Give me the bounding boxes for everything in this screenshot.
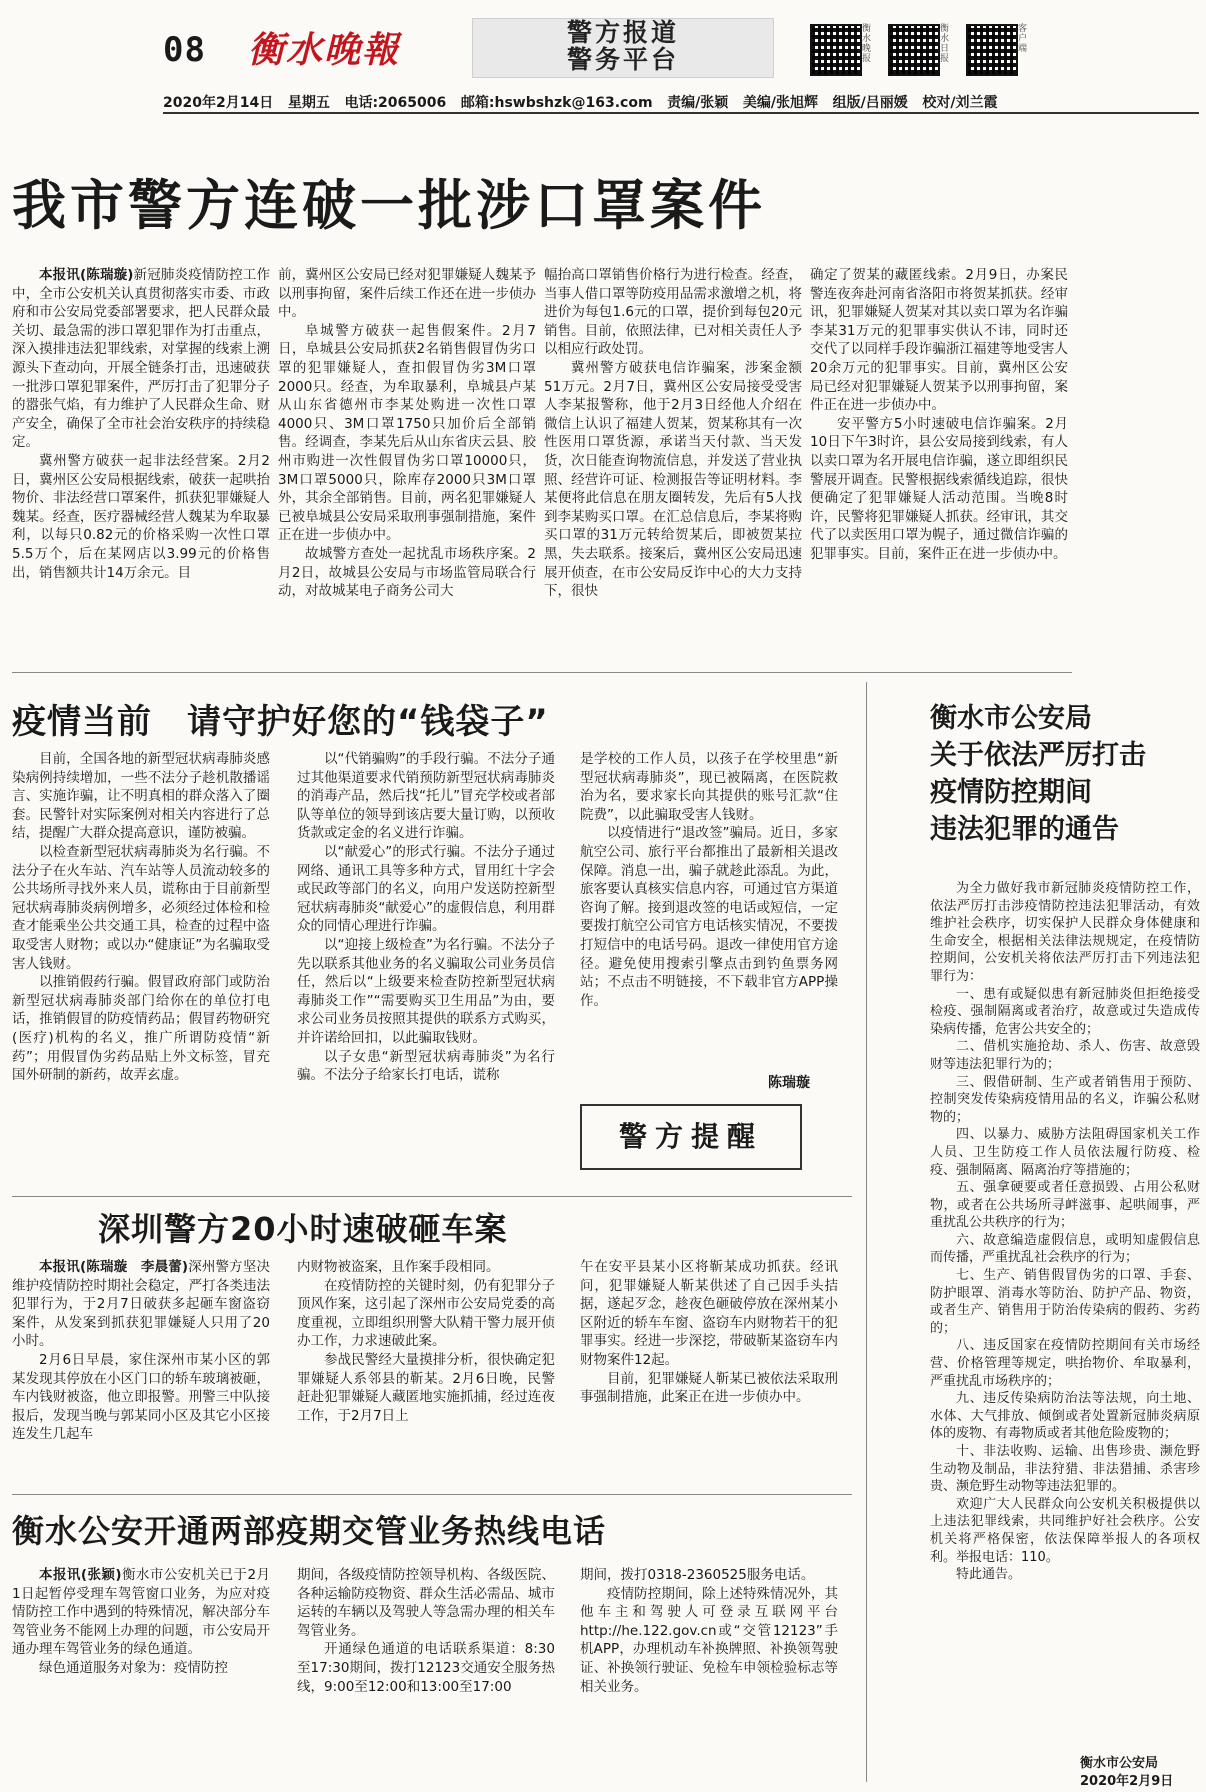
- phone: 电话:2065006: [344, 95, 447, 111]
- notice-paragraph: 十、非法收购、运输、出售珍贵、濒危野生动物及制品，非法狩猎、非法猎捕、杀害珍贵、濒危野生动物等违法犯罪的。: [930, 1444, 1200, 1495]
- notice-paragraph: 五、强拿硬要或者任意损毁、占用公私财物，或者在公共场所寻衅滋事、起哄闹事，严重扰乱公共秩序的行为；: [930, 1180, 1200, 1231]
- column-divider: [866, 682, 867, 1782]
- article1-col3: [544, 266, 802, 601]
- paragraph: 内财物被盗案，且作案手段相同。: [297, 1259, 500, 1275]
- paragraph: 安平警方5小时速破电信诈骗案。2月10日下午3时许，县公安局接到线索，有人以卖口罩为名开展电信诈骗，遂立即组织民警展开调查。民警根据线索循线追踪，很快便确定了犯罪嫌疑人活动范围。当晚8时许，民警将犯罪嫌疑人抓获。经审讯，其交代了以卖医用口罩为幌子，通过微信诈骗的犯罪事实。目前，案件正在进一步侦办中。: [810, 415, 1068, 562]
- notice-paragraph: 为全力做好我市新冠肺炎疫情防控工作，依法严厉打击涉疫情防控违法犯罪活动，有效维护社会秩序，切实保护人民群众身体健康和生命安全，根据相关法律法规规定，在疫情防控期间，公安机关将依法严厉打击下列违法犯罪行为：: [930, 881, 1200, 984]
- paragraph: 目前，全国各地的新型冠状病毒肺炎感染病例持续增加，一些不法分子趁机散播谣言、实施诈骗，让不明真相的群众落入了圈套。民警针对实际案例对相关内容进行了总结，提醒广大群众提高意识，谨防被骗。: [12, 751, 270, 842]
- paragraph: 以检查新型冠状病毒肺炎为名行骗。不法分子在火车站、汽车站等人员流动较多的公共场所寻找外来人员，谎称由于目前新型冠状病毒肺炎病例增多，必须经过体检和检查才能乘坐公共交通工具，检查的过程中盗取受害人财物；或以办“健康证”为名骗取受害人钱财。: [12, 843, 270, 972]
- notice-body: [930, 880, 1200, 1584]
- notice-title: [930, 700, 1146, 848]
- page-number: 08: [163, 30, 206, 70]
- article1-col2: [278, 266, 536, 601]
- article2-col2: [297, 750, 555, 1085]
- notice-paragraph: 一、患有或疑似患有新冠肺炎但拒绝接受检疫、强制隔离或者治疗，故意或过失造成传染病传播，危害公共安全的；: [930, 986, 1200, 1037]
- notice-paragraph: 特此通告。: [956, 1567, 1022, 1583]
- section-divider: [12, 1494, 852, 1495]
- headline-mask-cases: 我市警方连破一批涉口罩案件: [12, 174, 766, 237]
- paragraph: 以“代销骗购”的手段行骗。不法分子通过其他渠道要求代销预防新型冠状病毒肺炎的消毒产品，然后找“托儿”冒充学校或者部队等单位的领导到该店要大量订购，以预收货款或定金的名义进行诈骗。: [297, 751, 555, 842]
- paragraph: 幅抬高口罩销售价格行为进行检查。经查，当事人借口罩等防疫用品需求激增之机，将进价为每包1.6元的口罩，提价到每包20元销售。目前，依照法律，已对相关责任人予以相应行政处罚。: [544, 267, 802, 358]
- article4-col3: [580, 1566, 838, 1696]
- paragraph: 阜城警方破获一起售假案件。2月7日，阜城县公安局抓获2名销售假冒伪劣口罩的犯罪嫌疑人，查扣假冒伪劣3M口罩2000只。经查，为牟取暴利，阜城县卢某从山东省德州市李某处购进一次性口罩4000只、3M口罩1750只加价后全部销售。经调查，李某先后从山东省庆云县、胶州市购进一次性假冒伪劣口罩10000只，3M口罩5000只，除库存2000只3M口罩外，其余全部销售。目前，两名犯罪嫌疑人已被阜城县公安局采取刑事强制措施，案件正在进一步侦办中。: [278, 322, 536, 544]
- section-divider: [12, 1196, 852, 1197]
- notice-title-line: 违法犯罪的通告: [930, 814, 1119, 845]
- paragraph: 以子女患“新型冠状病毒肺炎”为名行骗。不法分子给家长打电话，谎称: [297, 1048, 555, 1084]
- issue-date: 2020年2月14日: [163, 95, 274, 111]
- paragraph: 确定了贺某的藏匿线索。2月9日，办案民警连夜奔赴河南省洛阳市将贺某抓获。经审讯，犯罪嫌疑人贺某对其以卖口罩为名诈骗李某31万元的犯罪事实供认不讳，同时还交代了以同样手段诈骗浙江福建等地受害人20余万元的犯罪事实。目前，冀州区公安局已经对犯罪嫌疑人贺某予以刑事拘留，案件正在进一步侦办中。: [810, 267, 1068, 414]
- paragraph: 故城警方查处一起扰乱市场秩序案。2月2日，故城县公安局与市场监管局联合行动，对故城某电子商务公司大: [278, 545, 536, 600]
- notice-paragraph: 欢迎广大人民群众向公安机关积极提供以上违法犯罪线索，共同维护好社会秩序。公安机关将严格保密，依法保障举报人的各项权利。举报电话：110。: [930, 1496, 1200, 1565]
- article1-col4: [810, 266, 1068, 564]
- qr-label: 衡水晚报: [862, 24, 872, 64]
- notice-paragraph: 八、违反国家在疫情防控期间有关市场经营、价格管理等规定，哄抬物价、牟取暴利，严重扰乱市场秩序的；: [930, 1338, 1200, 1389]
- headline-hotline: 衡水公安开通两部疫期交管业务热线电话: [12, 1512, 607, 1550]
- header-rule: [163, 112, 1199, 114]
- article3-col1: [12, 1258, 270, 1444]
- newspaper-logo: 衡水晚報: [248, 29, 401, 71]
- paragraph: 期间，各级疫情防控领导机构、各级医院、各种运输防疫物资、群众生活必需品、城市运转的车辆以及驾驶人等急需办理的相关车驾管业务。: [297, 1567, 555, 1639]
- paragraph: 绿色通道服务对象为：疫情防控: [39, 1659, 228, 1676]
- paragraph: 前，冀州区公安局已经对犯罪嫌疑人魏某予以刑事拘留，案件后续工作还在进一步侦办中。: [278, 267, 536, 321]
- layout-editor: 组版/吕丽媛: [832, 95, 908, 111]
- weekday: 星期五: [287, 95, 330, 111]
- paragraph: 午在安平县某小区将靳某成功抓获。经讯问，犯罪嫌疑人靳某供述了自己因手头拮据，遂起歹念，趁夜色砸破停放在深州某小区附近的轿车车窗、盗窃车内财物若干的犯罪事实。经进一步深挖，带破靳某盗窃车内财物案件12起。: [580, 1259, 838, 1368]
- paragraph: 冀州警方破获一起非法经营案。2月2日，冀州区公安局根据线索，破获一起哄抬物价、非法经营口罩案件，抓获犯罪嫌疑人魏某。经查，医疗器械经营人魏某为牟取暴利，以每只0.82元的价格采购一次性口罩5.5万个，后在某网店以3.99元的价格售出，销售额共计14万余元。目: [12, 452, 270, 581]
- art-editor: 美编/张旭辉: [742, 95, 819, 111]
- qr-code-icon[interactable]: [888, 24, 940, 76]
- paragraph: 以疫情进行“退改签”骗局。近日，多家航空公司、旅行平台都推出了最新相关退改保障。消息一出，骗子就趁此添乱。为此，旅客要认真核实信息内容，可通过官方渠道咨询了解。接到退改签的电话或短信，一定要拨打航空公司官方电话核实情况，不要拨打短信中的电话号码。退改一律使用官方途径。避免使用搜索引擎点击到钓鱼票务网站；不点击不明链接，不下载非官方APP操作。: [580, 825, 838, 1009]
- police-reminder-box: 警方提醒: [580, 1104, 802, 1170]
- paragraph: 目前，犯罪嫌疑人靳某已被依法采取刑事强制措施，此案正在进一步侦办中。: [580, 1370, 838, 1406]
- paragraph: 开通绿色通道的电话联系渠道：8:30至17:30期间，拨打12123交通安全服务热线，9:00至12:00和13:00至17:00: [297, 1641, 555, 1695]
- notice-paragraph: 四、以暴力、威胁方法阻碍国家机关工作人员、卫生防疫工作人员依法履行防疫、检疫、强制隔离、隔离治疗等措施的；: [930, 1127, 1200, 1178]
- paragraph: 本报讯(陈瑞璇)新冠肺炎疫情防控工作中，全市公安机关认真贯彻落实市委、市政府和市公安局党委部署要求，把人民群众最关切、最急需的涉口罩犯罪作为打击重点，深入摸排违法犯罪线索，对掌握的线索上溯源头下查动向，开展全链条打击，迅速破获一批涉口罩犯罪案件，严厉打击了犯罪分子的嚣张气焰，有力维护了人民群众生命、财产安全，确保了全市社会治安秩序的持续稳定。: [12, 267, 270, 451]
- qr-label: 衡水日报: [940, 24, 950, 64]
- article2-col3: [580, 750, 838, 1010]
- banner-line-1: 警方报道: [566, 18, 679, 47]
- paragraph: 以“献爱心”的形式行骗。不法分子通过网络、通讯工具等多种方式，冒用红十字会或民政等部门的名义，向用户发送防控新型冠状病毒肺炎“献爱心”的虚假信息，利用群众的同情心理进行诈骗。: [297, 843, 555, 935]
- notice-paragraph: 二、借机实施抢劫、杀人、伤害、故意毁财等违法犯罪行为的；: [930, 1039, 1200, 1072]
- byline: 陈瑞璇: [768, 1075, 810, 1091]
- article4-col2: [297, 1566, 555, 1696]
- paragraph: 以推销假药行骗。假冒政府部门或防治新型冠状病毒肺炎部门给你在的单位打电话，推销假冒的防疫情药品；假冒药物研究(医疗)机构的名义，推广所谓防疫情“新药”；用假冒伪劣药品贴上外文标签，冒充国外研制的新药，故弄玄虚。: [12, 974, 270, 1084]
- paragraph: 疫情防控期间，除上述特殊情况外，其他车主和驾驶人可登录互联网平台http://he.122.gov.cn或“交管12123”手机APP，办理机动车补换牌照、补换领驾驶证、补换领行驶证、免检车申领检验标志等相关业务。: [580, 1585, 838, 1695]
- email[interactable]: 邮箱:hswbshzk@163.com: [460, 95, 653, 111]
- notice-title-line: 疫情防控期间: [930, 777, 1092, 808]
- paragraph: 期间，拨打0318-2360525服务电话。: [580, 1567, 815, 1583]
- notice-signature: 衡水市公安局: [1080, 1756, 1159, 1771]
- notice-title-line: 关于依法严厉打击: [930, 740, 1146, 771]
- proofreader: 校对/刘兰霞: [922, 95, 998, 111]
- paragraph: 本报讯(陈瑞璇 李晨蕾)深州警方坚决维护疫情防控时期社会稳定，严打各类违法犯罪行为，于2月7日破获多起砸车窗盗窃案件，从发案到抓获犯罪嫌疑人只用了20小时。: [12, 1259, 270, 1350]
- notice-date: 2020年2月9日: [1080, 1774, 1174, 1789]
- article2-col1: [12, 750, 270, 1085]
- article4-col1: [12, 1566, 270, 1678]
- paragraph: 2月6日早晨，家住深州市某小区的郭某发现其停放在小区门口的轿车玻璃被砸，车内钱财被盗，他立即报警。刑警三中队接报后，发现当晚与郭某同小区及其它小区接连发生几起车: [12, 1351, 270, 1443]
- paragraph: 是学校的工作人员，以孩子在学校里患“新型冠状病毒肺炎”，现已被隔离，在医院救治为名，要求家长向其提供的账号汇款“住院费”，以此骗取受害人钱财。: [580, 751, 838, 823]
- paragraph: 以“迎接上级检查”为名行骗。不法分子先以联系其他业务的名义骗取公司业务员信任，然后以“上级要来检查防控新型冠状病毒肺炎工作”“需要购买卫生用品”为由，要求公司业务员按照其提供的联系方式购买，并许诺给回扣，以此骗取钱财。: [297, 936, 555, 1046]
- notice-paragraph: 三、假借研制、生产或者销售用于预防、控制突发传染病疫情用品的名义，诈骗公私财物的；: [930, 1074, 1200, 1125]
- editor: 责编/张颖: [667, 95, 729, 111]
- headline-car-case: 深圳警方20小时速破砸车案: [98, 1210, 508, 1248]
- paragraph: 本报讯(张颖)衡水市公安机关已于2月1日起暂停受理车驾管窗口业务，为应对疫情防控工作中遇到的特殊情况，解决部分车驾管业务不能网上办理的问题，市公安局开通办理车驾管业务的绿色通道。: [12, 1567, 270, 1658]
- headline-money-bag: 疫情当前 请守护好您的“钱袋子”: [12, 702, 549, 742]
- notice-title-line: 衡水市公安局: [930, 703, 1092, 734]
- banner-line-2: 警务平台: [566, 45, 679, 74]
- masthead-meta: [163, 92, 998, 112]
- qr-label: 客户端: [1018, 24, 1028, 54]
- qr-code-icon[interactable]: [810, 24, 862, 76]
- notice-paragraph: 七、生产、销售假冒伪劣的口罩、手套、防护眼罩、消毒水等防治、防护产品、物资，或者生产、销售用于防治传染病的假药、劣药的；: [930, 1268, 1200, 1336]
- article3-col2: [297, 1258, 555, 1425]
- section-divider: [12, 672, 1072, 673]
- paragraph: 在疫情防控的关键时刻，仍有犯罪分子顶风作案，这引起了深州市公安局党委的高度重视，立即组织刑警大队精干警力展开侦办工作，力求速破此案。: [297, 1277, 555, 1350]
- article3-col3: [580, 1258, 838, 1407]
- notice-paragraph: 六、故意编造虚假信息，或明知虚假信息而传播，严重扰乱社会秩序的行为；: [930, 1232, 1200, 1266]
- notice-paragraph: 九、违反传染病防治法等法规，向土地、水体、大气排放、倾倒或者处置新冠肺炎病原体的废物、有毒物质或者其他危险废物的；: [930, 1391, 1200, 1442]
- article1-col1: [12, 266, 270, 582]
- paragraph: 参战民警经大量摸排分析，很快确定犯罪嫌疑人系邻县的靳某。2月6日晚，民警赶赴犯罪嫌疑人藏匿地实施抓捕，经过连夜工作，于2月7日上: [297, 1351, 555, 1424]
- paragraph: 冀州警方破获电信诈骗案，涉案金额51万元。2月7日，冀州区公安局接受受害人李某报警称，他于2月3日经他人介绍在微信上认识了福建人贺某，贺某称其有一次性医用口罩货源，承诺当天付款、当天发货，次日能查询物流信息，并发送了营业执照、经营许可证、检测报告等证明材料。李某便将此信息在朋友圈转发，先后有5人找到李某购买口罩。在汇总信息后，李某将购买口罩的31万元转给贺某后，即被贺某拉黑，失去联系。接案后，冀州区公安局迅速展开侦查，在市公安局反诈中心的大力支持下，很快: [544, 359, 802, 600]
- qr-code-icon[interactable]: [966, 24, 1018, 76]
- section-banner: [472, 18, 774, 78]
